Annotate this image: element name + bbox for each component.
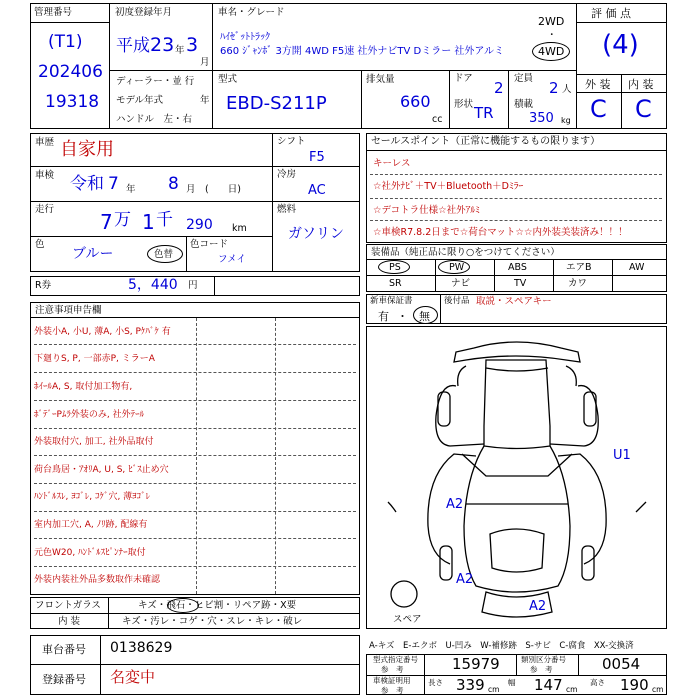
extras-label: 後付品 [444, 296, 470, 306]
capacity-unit: 人 [562, 84, 572, 95]
mileage-rest: 290 [186, 217, 213, 233]
r-value: 5，440 [128, 277, 178, 293]
diagram-side-right [636, 502, 646, 512]
shodo-year: 23 [150, 34, 175, 56]
sales-point-2: ☆社外ﾅﾋﾞ＋TV＋Bluetooth＋Dﾐﾗｰ [373, 181, 524, 192]
load-label: 積載 [514, 99, 534, 110]
length-label: 長さ [428, 678, 443, 687]
diagram-cabin [464, 446, 570, 592]
warranty-no-circle [413, 306, 438, 324]
equip-aw: AW [629, 262, 645, 273]
note-line-9: 元色W20, ﾊﾝﾄﾞﾙｽﾋﾟﾝﾅｰ取付 [34, 548, 146, 558]
drive-4wd: 4WD [538, 45, 565, 58]
notes-label: 注意事項申告欄 [35, 305, 102, 316]
car-name-label: 車名・グレード [218, 7, 285, 18]
exterior-label: 外 装 [585, 78, 611, 91]
equip-pw: PW [449, 262, 465, 273]
color-change: 色替 [154, 249, 174, 260]
drive-4wd-circle [532, 42, 570, 61]
notes-list [30, 318, 360, 594]
kanri-num2: 19318 [45, 92, 100, 112]
note-line-4: ﾎﾞﾃﾞｰPﾑﾗ外装のみ, 社外ﾃｰﾙ [34, 410, 145, 420]
exterior-score: C [590, 95, 607, 123]
car-name-line1: ﾊｲｾﾞｯﾄﾄﾗｯｸ [220, 32, 270, 43]
diagram-spare [391, 581, 417, 607]
equip-abs: ABS [508, 262, 527, 273]
front-glass-mark [167, 598, 199, 613]
type-num-value: 15979 [452, 655, 500, 673]
diagram-body [484, 360, 550, 449]
displacement-value: 660 [400, 92, 431, 111]
history-label: 車歴 [35, 137, 55, 148]
color-code-label: 色コード [190, 239, 229, 250]
ac-label: 冷房 [277, 169, 297, 180]
damage-mark-a2-2: A2 [456, 572, 474, 587]
damage-mark-a2-3: A2 [529, 599, 547, 614]
doors-value: 2 [494, 79, 504, 97]
note-line-1: 外装小A, 小U, 薄A, 小S, Pｹﾊﾞｹ 有 [34, 327, 171, 337]
score-value: (4) [602, 30, 639, 60]
model-label: 型式 [218, 74, 238, 85]
width-unit: cm [566, 685, 578, 694]
shodo-month: 3 [186, 34, 199, 56]
front-glass-value: キズ・飛石・ヒビ割・リペア跡・X要 [138, 600, 297, 611]
equip-tv: TV [514, 278, 527, 289]
fuel-label: 燃料 [277, 204, 297, 215]
header-block [30, 3, 667, 129]
shape-value: TR [474, 104, 494, 122]
shaken-day: ( 日) [205, 184, 241, 195]
equip-navi: ナビ [451, 278, 471, 289]
extras-value: 取説・スペアキー [476, 296, 552, 307]
diagram-tire-fr [582, 546, 594, 580]
fuel-value: ガソリン [288, 226, 344, 242]
note-line-10: 外装内装社外品多数取作未確認 [34, 575, 161, 585]
drive-dot: ・ [547, 30, 557, 41]
car-name-line2: 660 ｼﾞｬﾝﾎﾞ 3方開 4WD F5速 社外ナビTV Dミラー 社外アルミ [220, 46, 505, 57]
displacement-unit: cc [432, 114, 443, 125]
front-glass-label: フロントガラス [35, 600, 101, 611]
type-num-label: 型式指定番号 [373, 655, 418, 664]
class-num-value: 0054 [602, 655, 641, 673]
length-unit: cm [488, 685, 500, 694]
handle-label: ハンドル 左・右 [116, 114, 193, 125]
interior-cond-label: 内 装 [58, 616, 81, 627]
height-label: 高さ [590, 678, 605, 687]
model-year-unit: 年 [200, 95, 210, 106]
warranty-sep: ・ [397, 310, 408, 323]
warranty-no: 無 [419, 310, 430, 323]
note-line-6: 荷台鳥居・ｱｵﾘA, U, S, ﾋﾞｽ止め穴 [34, 465, 169, 475]
color-value: ブルー [72, 246, 114, 262]
shift-label: シフト [277, 136, 306, 147]
warranty-yes: 有 [378, 310, 389, 323]
equip-sr: SR [389, 278, 402, 289]
ac-value: AC [308, 183, 326, 198]
cert-sub: 参 考 [381, 686, 404, 695]
note-line-3: ﾎｲｰﾙA, S, 取付加工物有, [34, 382, 133, 392]
interior-cond-value: キズ・汚レ・コゲ・穴・スレ・キレ・破レ [122, 616, 303, 627]
mileage-sen: 1 [142, 210, 155, 234]
height-value: 190 [620, 676, 649, 694]
color-code-value: フメイ [218, 254, 246, 265]
equip-leather: カワ [568, 278, 588, 289]
width-label: 幅 [508, 678, 516, 687]
spare-label: スペア [393, 614, 422, 625]
diagram-rear-bar [454, 342, 580, 362]
note-line-8: 室内加工穴, A, ﾉﾘ跡, 配線有 [34, 520, 148, 530]
shaken-year: 7 [108, 174, 119, 194]
reg-label: 登録番号 [42, 673, 86, 686]
shodo-era: 平成 [116, 36, 150, 56]
doors-label: ドア [454, 73, 473, 84]
history-value: 自家用 [60, 139, 114, 160]
height-unit: cm [652, 685, 664, 694]
note-line-5: 外装取付穴, 加工, 社外品取付 [34, 437, 154, 447]
equip-airbag: エアB [566, 262, 592, 273]
legend: A-キズ E-エクボ U-凹み W-補修跡 S-サビ C-腐食 XX-交換済 [369, 641, 634, 651]
dealer-label: ディーラー・並 行 [116, 76, 195, 87]
shodo-month-unit: 月 [200, 57, 210, 68]
shift-value: F5 [309, 150, 325, 165]
model-year-label: モデル年式 [116, 95, 164, 106]
interior-score: C [635, 95, 652, 123]
mileage-sen-unit: 千 [156, 210, 173, 230]
shaken-month-unit: 月 [186, 184, 196, 195]
shodo-label: 初度登録年月 [115, 7, 173, 18]
kanri-label: 管理番号 [34, 7, 73, 18]
diagram-right-fender [550, 386, 598, 446]
frame-value: 0138629 [110, 640, 173, 656]
kanri-num1: 202406 [38, 62, 103, 82]
length-value: 339 [456, 676, 485, 694]
shaken-label: 車検 [35, 170, 55, 181]
score-label: 評 価 点 [591, 7, 631, 20]
mileage-label: 走行 [35, 204, 55, 215]
shape-label: 形状 [454, 99, 474, 110]
mileage-unit: km [232, 223, 247, 234]
mileage-man: 7 [100, 210, 113, 234]
drive-2wd: 2WD [538, 15, 565, 28]
cert-label: 車検証明用 [373, 676, 411, 685]
equip-ps-circle [378, 260, 410, 274]
color-label: 色 [35, 239, 45, 250]
model-value: EBD-S211P [226, 93, 327, 114]
equipment-label: 装備品（純正品に限り○をつけてください） [371, 247, 560, 258]
displacement-label: 排気量 [366, 74, 395, 85]
note-line-7: ﾊﾝﾄﾞﾙｽﾚ, ﾖｺﾞﾚ, ｺｹﾞ穴, 薄ﾖｺﾞﾚ [34, 492, 151, 502]
interior-label: 内 装 [628, 78, 654, 91]
shaken-era: 令和 [70, 174, 104, 194]
load-value: 350 [529, 111, 554, 126]
capacity-label: 定員 [514, 73, 534, 84]
shodo-year-unit: 年 [175, 45, 185, 56]
load-unit: kg [561, 116, 571, 125]
color-change-circle [147, 245, 183, 263]
type-num-sub: 参 考 [381, 665, 404, 674]
shaken-month: 8 [168, 174, 179, 194]
shaken-year-unit: 年 [126, 184, 136, 195]
sales-points-label: セールスポイント（正常に機能するもの限ります） [371, 136, 601, 147]
truck-diagram [366, 326, 667, 629]
sales-point-3: ☆デコトラ仕様☆社外ｱﾙﾐ [373, 205, 480, 216]
diagram-left-fender [436, 386, 484, 446]
mileage-man-unit: 万 [114, 210, 131, 230]
width-value: 147 [534, 676, 563, 694]
r-unit: 円 [188, 280, 198, 291]
capacity-value: 2 [549, 79, 559, 97]
reg-value: 名変中 [110, 668, 156, 686]
class-num-sub: 参 考 [530, 665, 553, 674]
sales-point-4: ☆車検R7.8.2日まで☆荷台マット☆☆内外装美装済み！！！ [373, 227, 628, 238]
equip-ps: PS [389, 262, 401, 273]
r-label: R券 [35, 280, 52, 291]
frame-label: 車台番号 [42, 643, 86, 656]
diagram-tire-fl [440, 546, 452, 580]
kanri-t: (T1) [48, 32, 83, 52]
class-num-label: 類別区分番号 [521, 655, 566, 664]
sales-point-1: キーレス [373, 158, 411, 169]
diagram-side-left [388, 502, 396, 512]
note-line-2: 下廻りS, P, 一部赤P, ミラーA [34, 354, 155, 364]
damage-mark-a2-1: A2 [446, 497, 464, 512]
damage-mark-u1: U1 [613, 448, 631, 463]
warranty-label: 新車保証書 [370, 296, 413, 306]
equip-pw-circle [438, 260, 470, 274]
